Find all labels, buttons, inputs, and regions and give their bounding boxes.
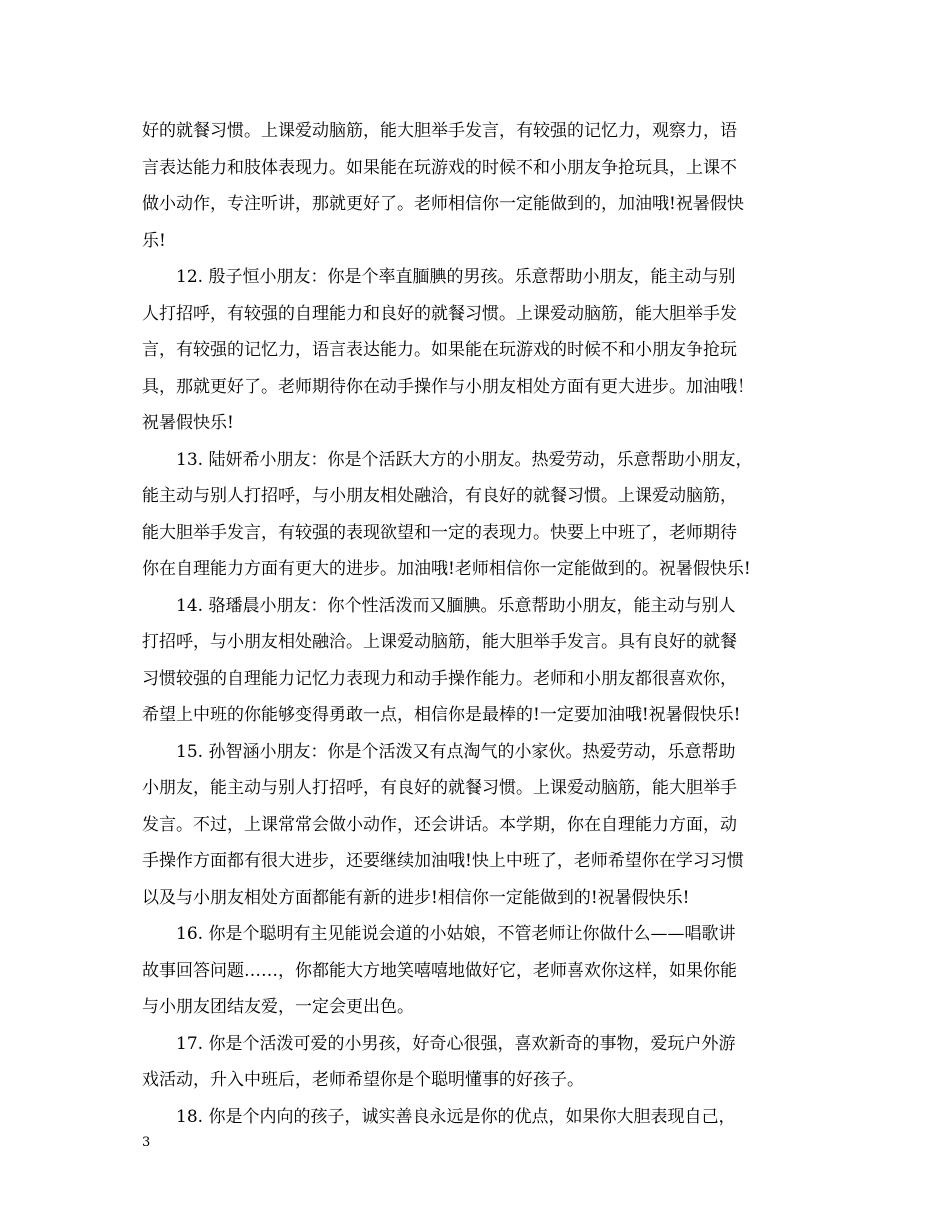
document-body	[142, 113, 822, 1135]
text-line: 好的就餐习惯。上课爱动脑筋，能大胆举手发言，有较强的记忆力，观察力，语	[142, 121, 737, 141]
text-line: 人打招呼，有较强的自理能力和良好的就餐习惯。上课爱动脑筋，能大胆举手发	[142, 303, 737, 324]
text-line: 小朋友，能主动与别人打招呼，有良好的就餐习惯。上课爱动脑筋，能大胆举手	[142, 778, 737, 798]
text-line: 具，那就更好了。老师期待你在动手操作与小朋友相处方面有更大进步。加油哦！	[142, 376, 754, 397]
text-line: 希望上中班的你能够变得勇敢一点，相信你是最棒的!一定要加油哦!祝暑假快乐!	[142, 705, 741, 725]
text-line: 发言。不过，上课常常会做小动作，还会讲话。本学期，你在自理能力方面，动	[142, 814, 737, 835]
text-line: 能大胆举手发言，有较强的表现欲望和一定的表现力。快要上中班了，老师期待	[142, 522, 737, 543]
text-line: 戏活动，升入中班后，老师希望你是个聪明懂事的好孩子。	[142, 1070, 584, 1090]
text-line: 习惯较强的自理能力记忆力表现力和动手操作能力。老师和小朋友都很喜欢你，	[142, 668, 737, 689]
text-line: 18. 你是个内向的孩子，诚实善良永远是你的优点，如果你大胆表现自己，	[142, 1106, 736, 1127]
text-line: 13. 陆妍希小朋友：你是个活跃大方的小朋友。热爱劳动，乐意帮助小朋友，	[142, 449, 753, 470]
text-line: 能主动与别人打招呼，与小朋友相处融洽，有良好的就餐习惯。上课爱动脑筋，	[142, 486, 737, 506]
page-number: 3	[142, 1135, 151, 1150]
text-line: 17. 你是个活泼可爱的小男孩，好奇心很强，喜欢新奇的事物，爱玩户外游	[142, 1033, 736, 1054]
text-line: 打招呼，与小朋友相处融洽。上课爱动脑筋，能大胆举手发言。具有良好的就餐	[142, 632, 737, 652]
text-line: 言表达能力和肢体表现力。如果能在玩游戏的时候不和小朋友争抢玩具，上课不	[142, 157, 737, 178]
text-line: 言，有较强的记忆力，语言表达能力。如果能在玩游戏的时候不和小朋友争抢玩	[142, 340, 737, 360]
text-line: 15. 孙智涵小朋友：你是个活泼又有点淘气的小家伙。热爱劳动，乐意帮助	[142, 741, 736, 762]
text-line: 14. 骆璠晨小朋友：你个性活泼而又腼腆。乐意帮助小朋友，能主动与别人	[142, 595, 736, 616]
text-line: 做小动作，专注听讲，那就更好了。老师相信你一定能做到的，加油哦!祝暑假快	[142, 194, 744, 214]
text-line: 12. 殷子恒小朋友：你是个率直腼腆的男孩。乐意帮助小朋友，能主动与别	[142, 267, 736, 287]
text-line: 16. 你是个聪明有主见能说会道的小姑娘，不管老师让你做什么——唱歌讲	[142, 924, 736, 944]
text-line: 手操作方面都有很大进步，还要继续加油哦!快上中班了，老师希望你在学习习惯	[142, 851, 744, 871]
text-line: 你在自理能力方面有更大的进步。加油哦!老师相信你一定能做到的。祝暑假快乐!	[142, 559, 751, 579]
text-line: 祝暑假快乐!	[142, 413, 234, 433]
text-line: 故事回答问题……，你都能大方地笑嘻嘻地做好它，老师喜欢你这样，如果你能	[142, 960, 737, 981]
text-line: 乐!	[142, 230, 166, 251]
text-line: 以及与小朋友相处方面都能有新的进步!相信你一定能做到的!祝暑假快乐!	[142, 887, 690, 908]
text-line: 与小朋友团结友爱，一定会更出色。	[142, 997, 414, 1017]
